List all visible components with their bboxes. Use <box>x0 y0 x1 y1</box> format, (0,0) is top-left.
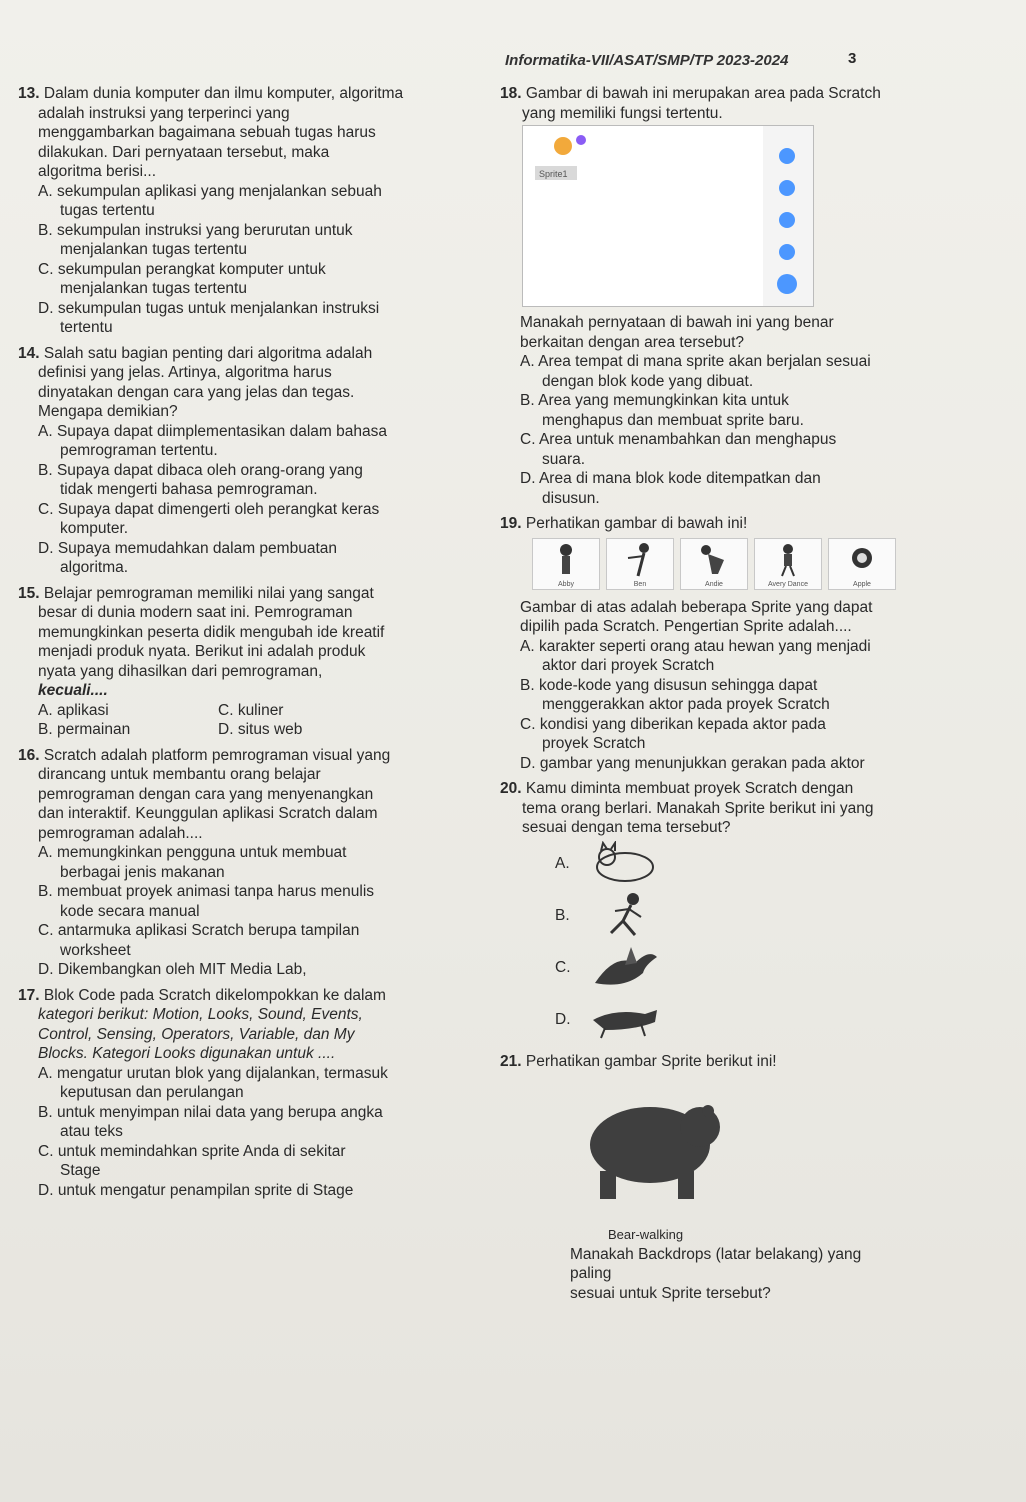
sprite-apple-thumbnail <box>828 538 896 590</box>
svg-text:Andie: Andie <box>705 580 723 588</box>
sprite-andie-icon <box>684 540 744 588</box>
question-14: 14. Salah satu bagian penting dari algoritma adalah definisi yang jelas. Artinya, algoritma harus dinyatakan dengan cara yang jelas dan tegas. Mengapa demikian? A. Supaya dapat diimplementasikan dalam bahasa pemrograman tertentu. B. Supaya dapat dibaca oleh orang-orang yang tidak mengerti bahasa pemrograman. C. Supaya dapat dimengerti oleh perangkat keras komputer. D. Supaya memudahkan dalam pembuatan algoritma. <box>18 344 488 578</box>
question-16: 16. Scratch adalah platform pemrograman visual yang dirancang untuk membantu orang belajar pemrograman dengan cara yang menyenangkan dan interaktif. Keunggulan aplikasi Scratch dalam pemrograman adalah.... A. memungkinkan pengguna untuk membuat berbagai jenis makanan B. membuat proyek animasi tanpa harus menulis kode secara manual C. antarmuka aplikasi Scratch berupa tampilan worksheet D. Dikembangkan oleh MIT Media Lab, <box>18 746 488 980</box>
sprite-apple-icon <box>832 540 892 588</box>
scratch-stage-illustration <box>523 126 813 306</box>
q15-option-d[interactable]: D. situs web <box>218 721 303 738</box>
bear-caption: Bear-walking <box>608 1227 684 1242</box>
left-column <box>18 84 488 1200</box>
stage-label-text: Sprite1 <box>539 169 568 179</box>
q18-option-b[interactable]: B. Area yang memungkinkan kita untuk menghapus dan membuat sprite baru. <box>520 392 804 429</box>
question-18: 18. Gambar di bawah ini merupakan area pada Scratch yang memiliki fungsi tertentu. Sprite1 Manakah pernyataan di bawah ini yang benar berkaitan dengan area tersebut? A. Area tempat di mana sprite akan berjalan sesuai dengan blok kode yang dibuat. B. Area yang memungkinkan kita untuk menghapus dan membuat sprite baru. C. Area untuk menambahkan dan menghapus suara. D. Area di mana blok kode ditempatkan dan disusun. <box>500 84 900 508</box>
right-column <box>500 84 900 1303</box>
svg-text:Avery Dance: Avery Dance <box>768 580 808 588</box>
question-20: 20. Kamu diminta membuat proyek Scratch dengan tema orang berlari. Manakah Sprite berikut ini yang sesuai dengan tema tersebut? A. B. C. D. <box>500 779 900 1046</box>
bear-sprite-icon <box>570 1075 730 1205</box>
page-header: Informatika-VII/ASAT/SMP/TP 2023-2024 <box>505 52 789 69</box>
q20-option-a[interactable]: A. <box>555 838 900 890</box>
question-13 <box>18 84 488 338</box>
q18-option-d[interactable]: D. Area di mana blok kode ditempatkan dan disusun. <box>520 470 821 507</box>
svg-text:Abby: Abby <box>558 580 574 588</box>
dragon-sprite-icon <box>585 943 665 993</box>
q20-number: 20. <box>500 780 522 797</box>
q16-option-c[interactable]: C. antarmuka aplikasi Scratch berupa tampilan worksheet <box>38 922 360 959</box>
svg-text:Ben: Ben <box>633 580 647 588</box>
q13-number: 13. <box>18 85 40 102</box>
sprite-avery-dance-thumbnail <box>754 538 822 590</box>
sprite-abby-thumbnail <box>532 538 600 590</box>
q17-option-d[interactable]: D. untuk mengatur penampilan sprite di Stage <box>38 1181 354 1199</box>
sprite-andie-thumbnail <box>680 538 748 590</box>
question-21: 21. Perhatikan gambar Sprite berikut ini! Bear-walking Manakah Backdrops (latar belakang) yang paling sesuai untuk Sprite tersebut? <box>500 1052 900 1304</box>
svg-text:Apple: Apple <box>853 580 871 588</box>
sprite-avery-dance-icon <box>758 540 818 588</box>
q19-number: 19. <box>500 515 522 532</box>
q19-option-b[interactable]: B. kode-kode yang disusun sehingga dapat menggerakkan aktor pada proyek Scratch <box>520 676 830 713</box>
q13-option-c[interactable]: C. sekumpulan perangkat komputer untuk menjalankan tugas tertentu <box>38 260 326 297</box>
q13-line: dilakukan. Dari pernyataan tersebut, maka <box>38 143 330 161</box>
q17-number: 17. <box>18 986 40 1004</box>
q17-option-c[interactable]: C. untuk memindahkan sprite Anda di sekitar Stage <box>38 1142 346 1179</box>
q20-option-b[interactable]: B. <box>555 890 900 942</box>
q15-option-b[interactable]: B. permainan <box>38 721 131 738</box>
q14-option-c[interactable]: C. Supaya dapat dimengerti oleh perangkat keras komputer. <box>38 500 380 537</box>
q18-option-c[interactable]: C. Area untuk menambahkan dan menghapus suara. <box>520 431 837 468</box>
q17-option-a[interactable]: A. mengatur urutan blok yang dijalankan, termasuk keputusan dan perulangan <box>38 1064 388 1101</box>
question-17: 17. Blok Code pada Scratch dikelompokkan ke dalam kategori berikut: Motion, Looks, Sound, Events, Control, Sensing, Operators, Variable, dan My Blocks. Kategori Looks digunakan untuk .... A. mengatur urutan blok yang dijalankan, termasuk keputusan dan perulangan B. untuk menyimpan nilai data yang berupa angka atau teks C. untuk memindahkan sprite Anda di sekitar Stage D. untuk mengatur penampilan sprite di Stage <box>18 986 488 1201</box>
page-number: 3 <box>848 50 857 67</box>
q13-line: adalah instruksi yang terperinci yang <box>38 104 290 122</box>
question-19: 19. Perhatikan gambar di bawah ini! Abby Ben Andie Avery Dance Apple Gambar di atas adalah beberapa Sprite yang dapat dipilih pada Scratch. Pengertian Sprite adalah.... A. karakter seperti orang atau hewan yang menjadi aktor dari proyek Scratch B. kode-kode yang disusun sehingga dapat menggerakkan aktor pada proyek Scratch C. kondisi yang diberikan kepada aktor pada proyek Scratch D. gambar yang menunjukkan gerakan pada aktor <box>500 514 900 773</box>
q16-number: 16. <box>18 746 40 764</box>
q15-number: 15. <box>18 584 40 602</box>
q13-line: menggambarkan bagaimana sebuah tugas harus <box>38 124 376 141</box>
q14-number: 14. <box>18 344 40 362</box>
q20-option-d[interactable]: D. <box>555 994 900 1046</box>
sprite-ben-thumbnail <box>606 538 674 590</box>
dog-sprite-icon <box>585 1000 665 1040</box>
q16-option-b[interactable]: B. membuat proyek animasi tanpa harus menulis kode secara manual <box>38 883 375 920</box>
q19-option-c[interactable]: C. kondisi yang diberikan kepada aktor pada proyek Scratch <box>520 715 826 752</box>
q13-line: Dalam dunia komputer dan ilmu komputer, algoritma <box>43 85 404 102</box>
q18-number: 18. <box>500 85 522 102</box>
sprite-abby-icon <box>536 540 596 588</box>
cat-sprite-icon <box>585 841 665 887</box>
q14-option-a[interactable]: A. Supaya dapat diimplementasikan dalam bahasa pemrograman tertentu. <box>38 422 387 459</box>
sprite-gallery <box>532 538 900 590</box>
running-person-sprite-icon <box>585 891 665 941</box>
q20-option-c[interactable]: C. <box>555 942 900 994</box>
scratch-stage-area-image <box>522 125 814 307</box>
q14-option-d[interactable]: D. Supaya memudahkan dalam pembuatan algoritma. <box>38 539 337 576</box>
sprite-ben-icon <box>610 540 670 588</box>
q13-line: algoritma berisi... <box>38 163 157 180</box>
q16-option-a[interactable]: A. memungkinkan pengguna untuk membuat berbagai jenis makanan <box>38 844 347 881</box>
q13-option-d[interactable]: D. sekumpulan tugas untuk menjalankan instruksi tertentu <box>38 299 380 336</box>
question-15: 15. Belajar pemrograman memiliki nilai yang sangat besar di dunia modern saat ini. Pemrograman memungkinkan peserta didik mengubah ide kreatif menjadi produk nyata. Berikut ini adalah produk nyata yang dihasilkan dari pemrograman, kecuali.... A. aplikasi C. kuliner B. permainan D. situs web <box>18 584 488 740</box>
bear-walking-sprite-image <box>570 1075 730 1225</box>
q15-option-a[interactable]: A. aplikasi <box>38 701 109 719</box>
q18-option-a[interactable]: A. Area tempat di mana sprite akan berjalan sesuai dengan blok kode yang dibuat. <box>520 353 871 390</box>
q19-option-a[interactable]: A. karakter seperti orang atau hewan yang menjadi aktor dari proyek Scratch <box>520 637 871 674</box>
q13-option-a[interactable]: A. sekumpulan aplikasi yang menjalankan sebuah tugas tertentu <box>38 182 382 219</box>
q16-option-d[interactable]: D. Dikembangkan oleh MIT Media Lab, <box>38 961 307 978</box>
q21-number: 21. <box>500 1052 522 1070</box>
q15-option-c[interactable]: C. kuliner <box>218 701 284 719</box>
q17-option-b[interactable]: B. untuk menyimpan nilai data yang berupa angka atau teks <box>38 1103 383 1140</box>
q19-option-d[interactable]: D. gambar yang menunjukkan gerakan pada aktor <box>520 754 865 772</box>
q14-option-b[interactable]: B. Supaya dapat dibaca oleh orang-orang yang tidak mengerti bahasa pemrograman. <box>38 461 363 498</box>
q20-options <box>555 838 900 1046</box>
q13-option-b[interactable]: B. sekumpulan instruksi yang berurutan untuk menjalankan tugas tertentu <box>38 221 353 258</box>
